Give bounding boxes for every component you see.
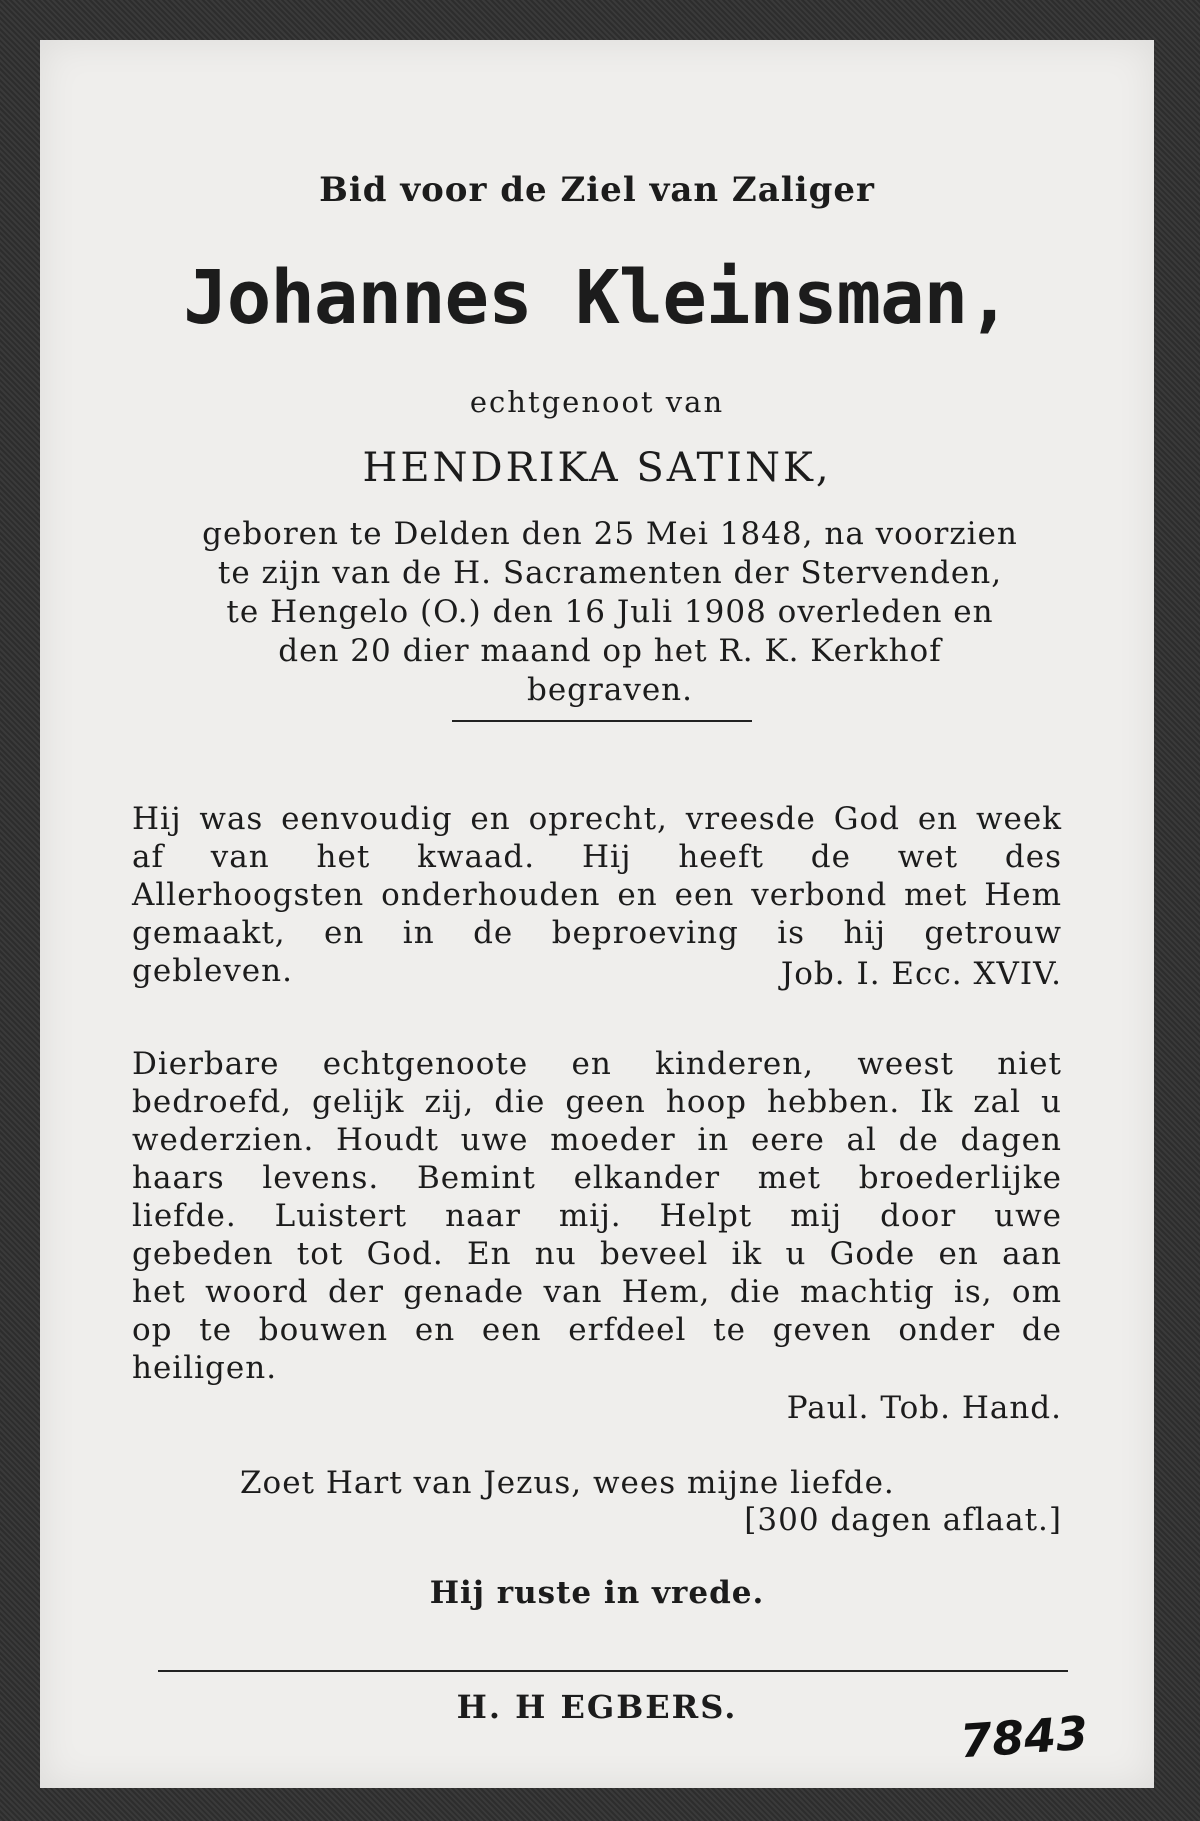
scripture-paragraph: Hij was eenvoudig en oprecht, vreesde God en week af van het kwaad. Hij heeft de wet des Allerhoogsten onderhouden en een verbond met Hem gemaakt, en in de beproeving is hij getrouw gebleven.: [132, 801, 1062, 989]
biography: geboren te Delden den 25 Mei 1848, na voorzien te zijn van de H. Sacramenten der Stervenden, te Hengelo (O.) den 16 Juli 1908 overleden en den 20 dier maand op het R. K. Kerkhof begraven.: [202, 516, 1018, 708]
farewell-paragraph: Dierbare echtgenoote en kinderen, weest niet bedroefd, gelijk zij, die geen hoop hebben. Ik zal u wederzien. Houdt uwe moeder in eere al de dagen haars levens. Bemint elkander met broederlijke liefde. Luistert naar mij. Helpt mij door uwe gebeden tot God. En nu beveel ik u Gode en aan het woord der genade van Hem, die machtig is, om op te bouwen en een erfdeel te geven onder de heiligen.: [132, 1046, 1062, 1386]
archive-number: 7843: [958, 1705, 1090, 1769]
short-divider: [452, 720, 752, 722]
prayer-line: Zoet Hart van Jezus, wees mijne liefde.: [240, 1465, 895, 1501]
farewell-citation: Paul. Tob. Hand.: [786, 1390, 1062, 1426]
card-heading: Bid voor de Ziel van Zaliger: [319, 170, 875, 210]
deceased-name: Johannes Kleinsman,: [183, 255, 1011, 341]
spouse-label: echtgenoot van: [469, 385, 725, 419]
spouse-name: HENDRIKA SATINK,: [362, 445, 832, 491]
indulgence-note: [300 dagen aflaat.]: [744, 1502, 1062, 1538]
rest-in-peace: Hij ruste in vrede.: [429, 1575, 765, 1611]
prayer-card: [40, 40, 1154, 1788]
long-divider: [158, 1670, 1068, 1672]
scripture-citation: Job. I. Ecc. XVIV.: [780, 956, 1062, 992]
printer-name: H. H EGBERS.: [456, 1688, 738, 1726]
